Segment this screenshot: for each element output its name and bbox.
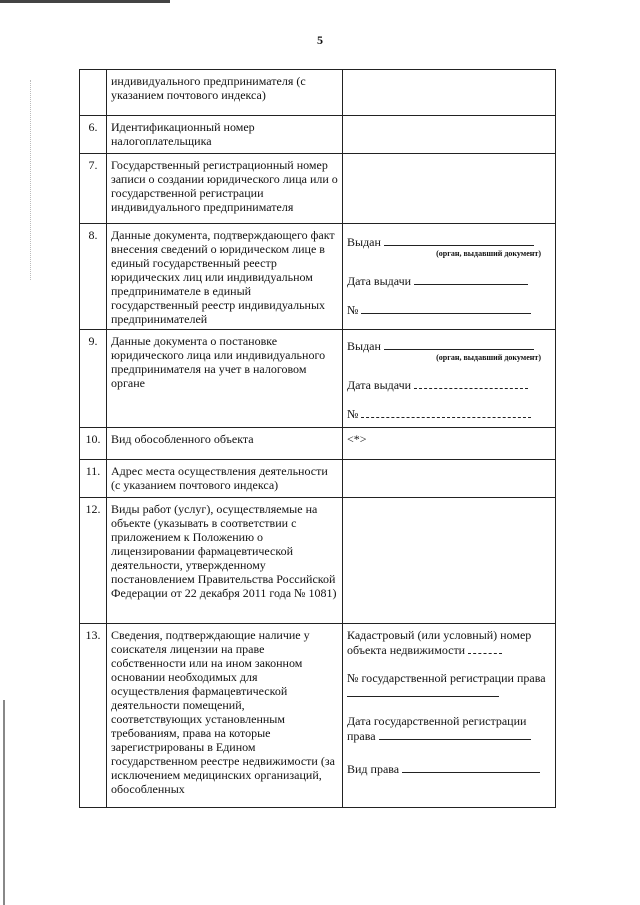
cadastral-field[interactable] — [468, 642, 502, 654]
table-row — [80, 330, 556, 428]
row-description: Сведения, подтверждающие наличие у соискателя лицензии на праве собственности или на ином законном основании необходимых для осуществления фармацевтической деятельности помещений, соответствующих установленным требованиям, права на которые зарегистрированы в Едином государственном реестре недвижимости (за исключением медицинских организаций, обособленных — [107, 624, 343, 808]
row-fill-cell[interactable] — [343, 460, 556, 498]
row-description: Вид обособленного объекта — [107, 428, 343, 460]
row-description: Данные документа о постановке юридического лица или индивидуального предпринимателя на учет в налоговом органе — [107, 330, 343, 428]
page-number: 5 — [317, 33, 323, 47]
right-type-label: Вид права — [347, 762, 400, 776]
row-description: Идентификационный номер налогоплательщика — [107, 116, 343, 154]
row-fill-cell[interactable] — [343, 154, 556, 224]
issued-field[interactable] — [384, 234, 534, 246]
registration-number-label: № государственной регистрации права — [347, 671, 546, 685]
right-type-field[interactable] — [402, 761, 540, 773]
row-fill-cell — [343, 624, 556, 808]
issued-hint: (орган, выдавший документ) — [436, 353, 541, 362]
row-number — [80, 70, 107, 116]
table-row — [80, 498, 556, 624]
row-number: 11. — [80, 460, 107, 498]
row-number: 9. — [80, 330, 107, 428]
row-fill-cell[interactable] — [343, 116, 556, 154]
object-type-value[interactable]: <*> — [343, 428, 556, 460]
registration-date-label: Дата государственной регистрации права — [347, 714, 527, 743]
issued-field[interactable] — [384, 338, 534, 350]
table-row — [80, 428, 556, 460]
issue-date-field[interactable] — [414, 273, 528, 285]
issue-date-field[interactable] — [414, 377, 528, 389]
row-number: 6. — [80, 116, 107, 154]
issued-label: Выдан — [347, 339, 381, 353]
row-number: 13. — [80, 624, 107, 808]
row-number: 8. — [80, 224, 107, 330]
cadastral-label: Кадастровый (или условный) номер объекта недвижимости — [347, 628, 532, 657]
row-description: Данные документа, подтверждающего факт внесения сведений о юридическом лице в единый государственный реестр юридических лиц или индивидуальном предпринимателе в единый государственный реестр индивидуальных предпринимателей — [107, 224, 343, 330]
table-row — [80, 624, 556, 808]
row-fill-cell[interactable] — [343, 498, 556, 624]
row-fill-cell[interactable] — [343, 70, 556, 116]
registration-number-field[interactable] — [347, 685, 499, 697]
row-fill-cell — [343, 224, 556, 330]
document-number-label: № — [347, 303, 359, 317]
scan-edge-dots — [30, 80, 32, 280]
row-number: 7. — [80, 154, 107, 224]
row-number: 10. — [80, 428, 107, 460]
row-description: Государственный регистрационный номер записи о создании юридического лица или о государственной регистрации индивидуального предпринимателя — [107, 154, 343, 224]
issue-date-label: Дата выдачи — [347, 378, 412, 392]
row-description: Виды работ (услуг), осуществляемые на объекте (указывать в соответствии с приложением к Положению о лицензировании фармацевтической деятельности, утвержденному постановлением Правительства Российской Федерации от 22 декабря 2011 года № 1081) — [107, 498, 343, 624]
table-row — [80, 70, 556, 116]
table-row — [80, 224, 556, 330]
row-description: индивидуального предпринимателя (с указанием почтового индекса) — [107, 70, 343, 116]
row-fill-cell — [343, 330, 556, 428]
scan-edge-left — [3, 700, 5, 905]
row-description: Адрес места осуществления деятельности (с указанием почтового индекса) — [107, 460, 343, 498]
row-number: 12. — [80, 498, 107, 624]
document-number-field[interactable] — [361, 302, 531, 314]
application-form-table — [79, 69, 556, 808]
issue-date-label: Дата выдачи — [347, 274, 412, 288]
table-row — [80, 154, 556, 224]
table-row — [80, 460, 556, 498]
scan-edge-top — [0, 0, 170, 3]
registration-date-field[interactable] — [379, 728, 531, 740]
document-number-field[interactable] — [361, 406, 531, 418]
table-row — [80, 116, 556, 154]
issued-label: Выдан — [347, 235, 381, 249]
document-number-label: № — [347, 407, 359, 421]
issued-hint: (орган, выдавший документ) — [436, 249, 541, 258]
